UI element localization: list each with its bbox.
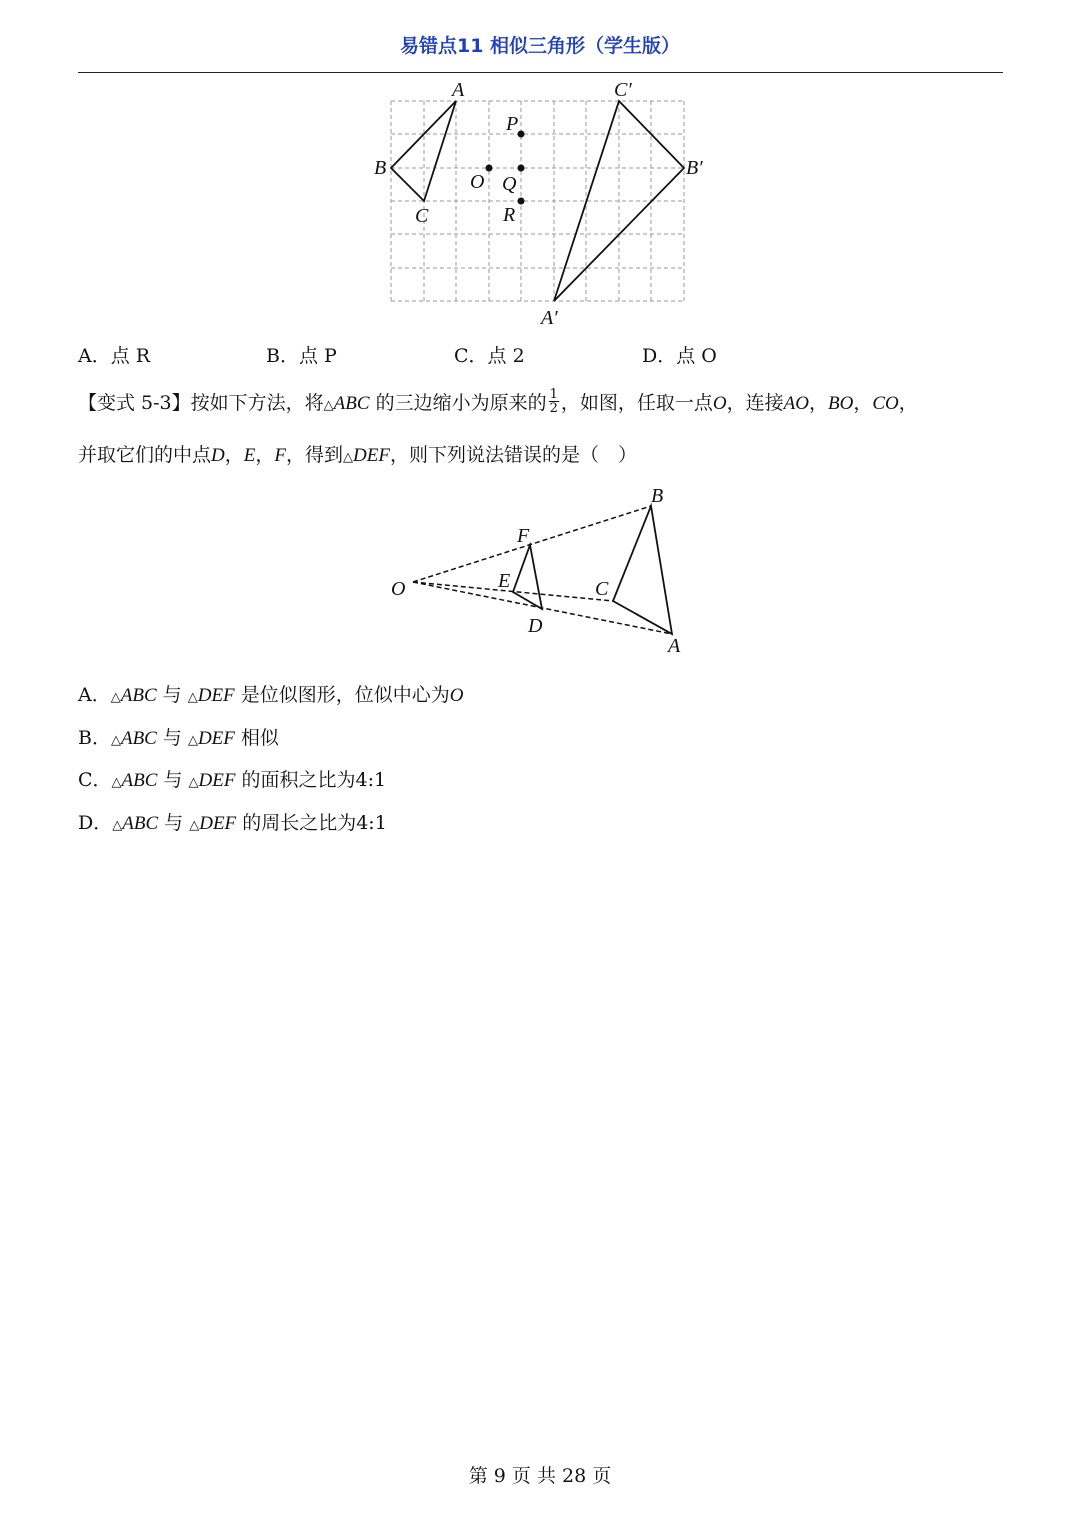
question-line-2: 并取它们的中点D，E，F，得到△DEF，则下列说法错误的是（ ） (78, 444, 637, 466)
label-o2: O (391, 578, 406, 600)
question-line-1: 【变式 5-3】按如下方法，将△ABC 的三边缩小为原来的 $\frac{1}{2}$ ，如图，任取一点O，连接AO，BO，CO， (78, 386, 918, 416)
answer-d: D．△ABC 与 △DEF 的周长之比为4:1 (78, 812, 387, 834)
fraction-one-half: $\frac{1}{2}$ (549, 386, 558, 416)
label-c-prime: C′ (614, 79, 632, 101)
label-e2: E (498, 570, 511, 592)
label-f2: F (517, 525, 530, 547)
answer-b: B．△ABC 与 △DEF 相似 (78, 727, 279, 749)
option-d: D．点 O (642, 345, 717, 367)
figure-homothety (0, 470, 1080, 670)
label-a: A (452, 79, 465, 101)
label-c: C (415, 205, 429, 227)
label-q: Q (502, 173, 517, 195)
triangle-abc-fig2 (613, 506, 672, 634)
point-q (518, 165, 525, 172)
label-b2: B (651, 485, 664, 507)
segment-ob (413, 506, 651, 582)
label-a2: A (668, 635, 681, 657)
option-a: A．点 R (78, 345, 151, 367)
label-c2: C (595, 578, 609, 600)
label-d2: D (528, 615, 543, 637)
point-p (518, 131, 525, 138)
label-r: R (503, 204, 516, 226)
label-a-prime: A′ (541, 307, 558, 329)
option-c: C．点 2 (454, 345, 525, 367)
point-o (486, 165, 493, 172)
answer-c: C．△ABC 与 △DEF 的面积之比为4:1 (78, 769, 387, 791)
label-p: P (506, 113, 519, 135)
option-b: B．点 P (266, 345, 337, 367)
label-o: O (470, 171, 485, 193)
question-tag: 【变式 5-3】 (78, 392, 191, 414)
grid-lines (391, 101, 684, 301)
label-b: B (374, 157, 387, 179)
triangle-def (513, 545, 542, 609)
page-header-title: 易错点11 相似三角形（学生版） (399, 35, 681, 57)
answer-a: A．△ABC 与 △DEF 是位似图形，位似中心为O (78, 684, 464, 706)
page-footer: 第 9 页 共 28 页 (468, 1465, 612, 1487)
point-r (518, 198, 525, 205)
figure-grid-triangles (0, 0, 1080, 340)
label-b-prime: B′ (686, 157, 703, 179)
